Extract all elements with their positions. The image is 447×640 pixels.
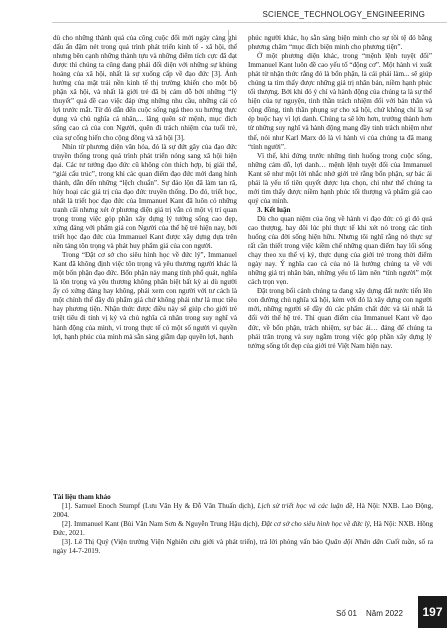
reference-text: [1]. Samuel Enoch Stumpf (Lưu Văn Hy & Đỗ Văn Thuấn dịch), xyxy=(62,502,258,511)
reference-title: Quân đội Nhân dân Cuối tuần xyxy=(325,538,415,547)
page-number: 197 xyxy=(418,596,447,628)
right-column xyxy=(248,34,432,351)
paragraph: Nhìn từ phương diện văn hóa, đó là sự đứt gãy của đạo đức truyền thống trong quá trình phát triển nóng sang xã hội hiện đại. Các tư tưởng đạo đức cũ không còn thích hợp, bị giải thể, “giải cấu trúc”, trong khi các quan điểm đạo đức mới đang hình thành, dẫn đến những “lệch chuẩn”. Sự đảo lộn đã làm tan rã, hủy hoại các giá trị của đạo đức truyền thống. Do đó, triết học, nhất là triết học đạo đức của Immanuel Kant đã luôn có những tranh cãi nhưng xét ở phương diện giá trị vẫn có một vị trí quan trọng trong việc góp phần xây dựng lý tưởng sống cao đẹp, xứng đáng với phẩm giá con Người của thế hệ trẻ hiện nay, bởi triết học đạo đức của Immanuel Kant được xây dựng dựa trên nền tảng tôn trọng và phát huy phẩm giá của con người. xyxy=(53,142,237,251)
reference-publisher: , Hà Nội: NXB. Lao Động, 2004. xyxy=(53,502,433,520)
reference-text: [2]. Immanuel Kant (Bùi Văn Nam Sơn & Nguyễn Trung Hậu dịch), xyxy=(62,520,262,529)
reference-title: Đặt cơ sở cho siêu hình học về đức lý xyxy=(261,520,370,529)
reference-text: [3]. Lê Thị Quý (Viện trưởng Viện Nghiên cứu giới và phát triển), trả lời phỏng vấn báo xyxy=(62,538,326,547)
reference-item xyxy=(53,502,433,520)
references-title: Tài liệu tham khảo xyxy=(53,493,111,501)
paragraph: Ở một phương diện khác, trong “mệnh lệnh tuyệt đối” Immanuel Kant luôn đề cao yếu tố “động cơ”. Một hành vi xuất phát từ nhận thức rằng đó là bổn phận, là cái phải làm... sẽ giúp chúng ta tìm thấy được những giá trị nhân bản, niềm hạnh phúc tối thượng. Bởi khi đó ý chí và hành động của chúng ta là sự thể hiện của tự nguyện, tinh thần trách nhiệm đối với bản thân và cộng đồng, tinh thần phụng sự cho xã hội, chứ không chỉ là sự ép buộc hay vì lợi danh. Chúng ta sẽ lớn hơn, trưởng thành hơn từ những suy nghĩ và hành động mang đầy tinh trách nhiệm như thế, nói như Karl Marx đó là vì hành vi của chúng ta đã mang “tính người”. xyxy=(248,52,432,151)
paragraph: phúc người khác, họ sẵn sàng biện minh cho sự tồi tệ đó bằng phương châm “mục đích biện minh cho phương tiện”. xyxy=(248,34,432,52)
reference-publisher: , số ra ngày 14-7-2019. xyxy=(53,538,433,556)
paragraph: Vì thế, khi đứng trước những tình huống trong cuộc sống, những cám dỗ, lợi danh… mệnh lệnh tuyệt đối của Immanuel Kant sẽ như một lời nhắc nhở giới trẻ rằng bổn phận, sự bác ái phải là yếu tố tiên quyết được lựa chọn, chỉ như thế chúng ta mới tìm thấy được niềm hạnh phúc tối thượng và phẩm giá cao quý của mình. xyxy=(248,151,432,205)
reference-title: Lịch sử triết học và các luận đề xyxy=(257,502,353,511)
paragraph: Đặt trong bối cảnh chúng ta đang xây dựng đất nước tiến lên con đường chủ nghĩa xã hội, kèm với đó là xây dựng con người mới, những người sẽ đầy đủ các phẩm chất đức và tài nhất là đối với thế hệ trẻ. Thì quan điểm của Immanuel Kant về đạo đức, về bổn phận, trách nhiệm, sự bác ái… đáng để chúng ta phải trân trọng và suy ngẫm trong việc góp phần xây dựng lý tưởng sống tốt đẹp của giới trẻ Việt Nam hiện nay. xyxy=(248,287,432,350)
paragraph: Trong “Đặt cơ sở cho siêu hình học về đức lý”, Immanuel Kant đã không định việc tôn trọng và yêu thương người khác là một bổn phận đạo đức. Bổn phận này mang tính phổ quát, nghĩa là tôn trọng và yêu thương không phân biệt bất kỳ ai dù người ấy có xứng đáng hay không, phải xem con người với tư cách là một chính thể đầy đủ phẩm giá chứ không phải như là mục tiêu hay phương tiện. Nhận thức được điều này sẽ giúp cho giới trẻ triệt tiêu đi tính vị kỷ và chủ nghĩa cá nhân trong suy nghĩ và hành động của mình, vì trong thực tế có một số người vì quyền lợi, hạnh phúc của mình mà sẵn sàng giẫm đạp quyền lợi, hạnh xyxy=(53,251,237,341)
footer-divider xyxy=(228,30,229,43)
journal-header: SCIENCE_TECHNOLOGY_ENGINEERING xyxy=(262,10,425,19)
reference-publisher: , Hà Nội: NXB. Hồng Đức, 2021. xyxy=(53,520,434,538)
header-rule xyxy=(52,22,447,23)
section-heading: 3. Kết luận xyxy=(257,205,291,214)
paragraph: dù cho những thành quả của công cuộc đổi mới ngày càng ghi dấu ấn đậm nét trong quá trình phát triển kinh tế - xã hội, thế nhưng bên cạnh những thành tựu và những điểm tích cực đã đạt được thì chúng ta cũng đang phải đối diện với những sự khủng hoảng của xã hội, nhất là sự xuống cấp về đạo đức [3]. Ảnh hưởng của mặt trái nền kinh tế thị trường khiến cho một bộ phận xã hội, và nhất là giới trẻ đã bị cám dỗ bởi những “lý thuyết” quá đề cao việc đáp ứng những nhu cầu, những cái có lợi trước mắt. Từ đó dẫn đến cuộc sống ngả theo xu hướng thực dụng và chủ nghĩa cá nhân,... lãng quên sứ mệnh, mục đích sống cao cả của con Người, quên đi trách nhiệm của tuổi trẻ, của sự cống hiến cho cộng đồng và xã hội [3]. xyxy=(53,34,237,142)
references xyxy=(53,493,433,556)
reference-item xyxy=(53,520,433,538)
paragraph: Dù cho quan niệm của ông về hành vi đạo đức có gì đó quá cao thượng, hay đôi lúc phi thực tế khi xét nó trong các tình huống của đời sống hiện hữu. Nhưng tôi nghĩ rằng nó thực sự rất cần thiết trong việc kiềm chế những quan điểm hay lối sống chạy theo xu thế vị kỷ, thực dụng của giới trẻ trong thời điểm ngày nay. Ý nghĩa cao cả của nó là hướng chúng ta về với những giá trị nhân bản, những yếu tố làm nên “tính người” một cách trọn vẹn. xyxy=(248,214,432,287)
left-column xyxy=(53,34,237,342)
issue-number: Số 01 xyxy=(336,609,357,618)
references-list xyxy=(53,502,433,556)
reference-item xyxy=(53,538,433,556)
issue-year: Năm 2022 xyxy=(366,609,403,618)
